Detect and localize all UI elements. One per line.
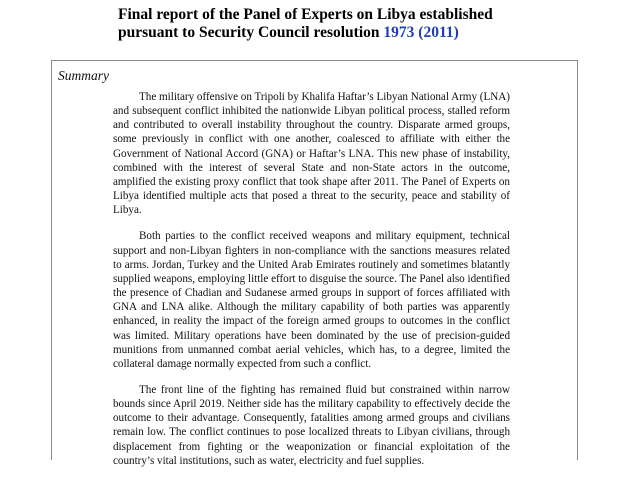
summary-heading: Summary (58, 68, 109, 83)
resolution-link[interactable]: 1973 (2011) (383, 24, 459, 41)
summary-paragraph-3: The front line of the fighting has remained fluid but constrained within narrow bounds since April 2019. Neither side has the military capability to effectively decide the outcome to their advantage. Consequently, fatalities among armed groups and civilians remain low. The conflict continues to pose localized threats to Libyan civilians, through displacement from fighting or the weaponization or financial exploitation of the country’s vital institutions, such as water, electricity and fuel supplies. (113, 383, 510, 467)
report-title (118, 6, 538, 42)
summary-paragraph-2: Both parties to the conflict received weapons and military equipment, technical support and non-Libyan fighters in non-compliance with the sanctions measures related to arms. Jordan, Turkey and the United Arab Emirates routinely and sometimes blatantly supplied weapons, employing little effort to disguise the source. The Panel also identified the presence of Chadian and Sudanese armed groups in support of forces affiliated with GNA and LNA alike. Although the military capability of both parties was apparently enhanced, in reality the impact of the foreign armed groups to outcomes in the conflict was limited. Military operations have been dominated by the use of precision-guided munitions from unmanned combat aerial vehicles, which has, to a degree, limited the collateral damage normally expected from such a conflict. (113, 230, 510, 370)
report-title-text: Final report of the Panel of Experts on Libya established pursuant to Security Council resolution (118, 6, 493, 41)
summary-paragraph-1: The military offensive on Tripoli by Khalifa Haftar’s Libyan National Army (LNA) and subsequent conflict inhibited the nationwide Libyan political process, stalled reform and contributed to overall instability throughout the country. Disparate armed groups, some previously in conflict with one another, coalesced to affiliate with either the Government of National Accord (GNA) or Haftar’s LNA. This new phase of instability, combined with the interest of several State and non-State actors in the outcome, amplified the existing proxy conflict that took shape after 2011. The Panel of Experts on Libya identified multiple acts that posed a threat to the security, peace and stability of Libya. (113, 91, 510, 217)
summary-body (113, 90, 510, 480)
